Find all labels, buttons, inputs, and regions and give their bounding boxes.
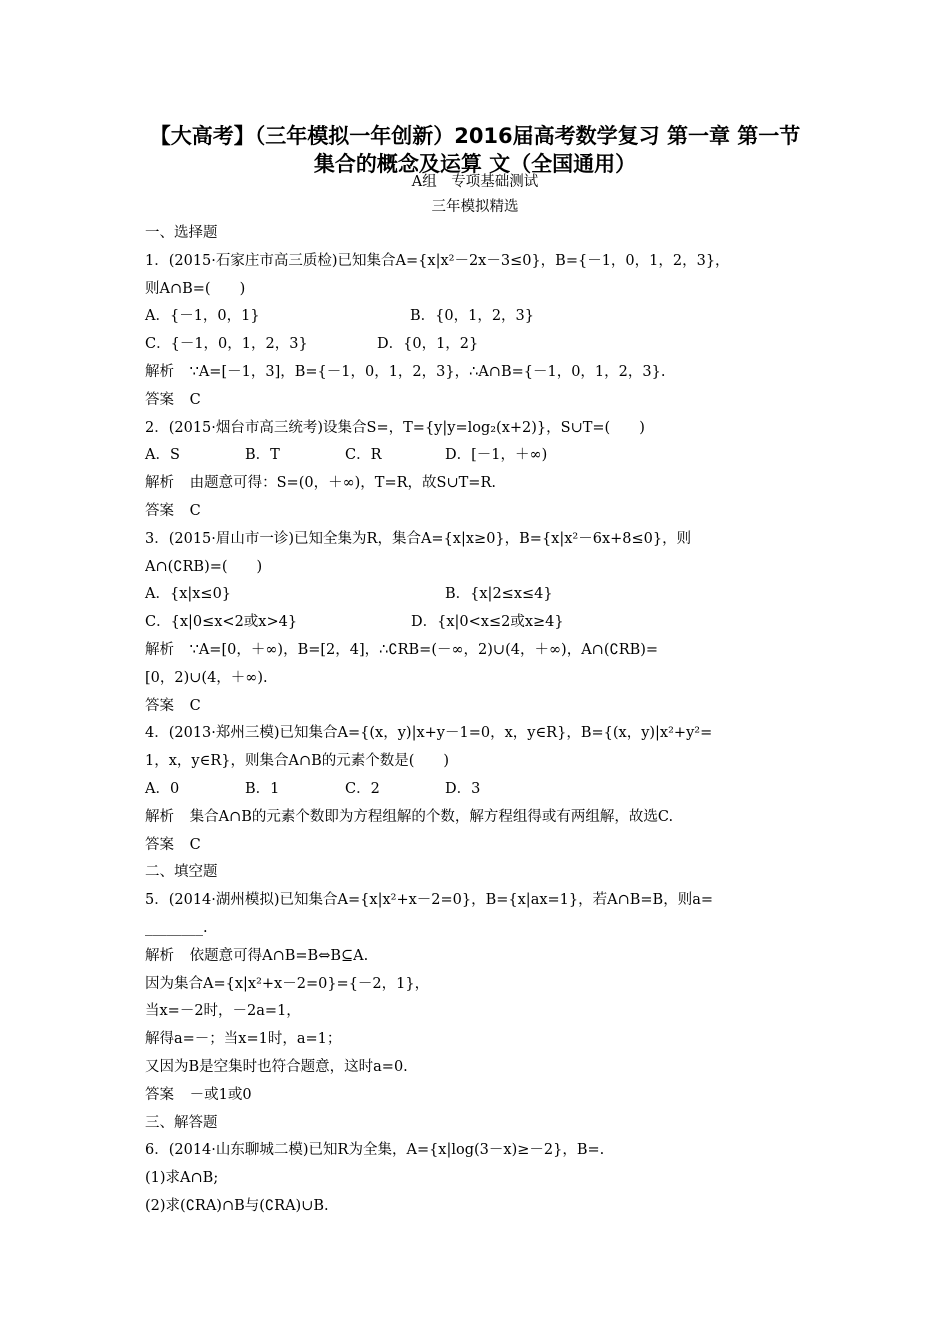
option-c: C．R (345, 447, 382, 464)
option-c: C．2 (345, 780, 380, 797)
question-3-options-row1 (145, 581, 810, 609)
question-1-stem-cont: 则A∩B=( ) (145, 280, 246, 297)
analysis-text: 集合A∩B的元素个数即为方程组解的个数，解方程组得或有两组解，故选C. (189, 808, 674, 825)
answer-label: 答案 (145, 697, 174, 714)
section-heading: 二、填空题 (145, 864, 218, 881)
option-d: D．3 (445, 780, 481, 797)
option-c: C．{x|0≤x<2或x>4} (145, 614, 298, 631)
option-d: D．[－1，＋∞) (445, 447, 548, 464)
question-3-stem-cont: A∩(∁RB)=( ) (145, 558, 263, 575)
question-1-options-row2 (145, 331, 810, 359)
section-heading: 一、选择题 (145, 225, 218, 241)
question-1-analysis (145, 359, 810, 387)
question-6-part-2: (2)求(∁RA)∩B与(∁RA)∪B. (145, 1197, 329, 1214)
question-4-stem: 4．(2013·郑州三模)已知集合A={(x，y)|x+y－1=0，x，y∈R}，B={(x，y)|x²+y²= (145, 725, 713, 742)
answer-label: 答案 (145, 502, 174, 519)
analysis-text: 由题意可得：S=(0，＋∞)，T=R，故S∪T=R. (189, 475, 496, 492)
subsection-label: 三年模拟精选 (431, 199, 519, 215)
analysis-label: 解析 (145, 363, 174, 380)
answer-text: C (189, 697, 201, 714)
question-4-options (145, 776, 810, 804)
answer-text: C (189, 836, 201, 853)
answer-text: －或1或0 (189, 1086, 252, 1103)
analysis-text: ∵A=[－1，3]，B={－1，0，1，2，3}，∴A∩B={－1，0，1，2，3}. (189, 363, 666, 380)
question-4-stem-cont: 1，x，y∈R}，则集合A∩B的元素个数是( ) (145, 753, 450, 770)
answer-text: C (189, 502, 201, 519)
answer-text: C (189, 391, 201, 408)
question-3-analysis (145, 637, 810, 665)
question-5-analysis-line: 因为集合A={x|x²+x－2=0}={－2，1}， (145, 975, 430, 992)
question-5-stem: 5．(2014·湖州模拟)已知集合A={x|x²+x－2=0}，B={x|ax=1}，若A∩B=B，则a= (145, 892, 713, 909)
question-4-analysis (145, 804, 810, 832)
answer-label: 答案 (145, 1086, 174, 1103)
option-b: B．{x|2≤x≤4} (445, 586, 553, 603)
question-1-options-row1 (145, 303, 810, 331)
option-a: A．{－1，0，1} (145, 308, 260, 325)
question-2-analysis (145, 470, 810, 498)
document-title: 【大高考】（三年模拟一年创新）2016届高考数学复习 第一章 第一节 集合的概念及运算 文（全国通用） (149, 124, 801, 176)
question-3-stem: 3．(2015·眉山市一诊)已知全集为R，集合A={x|x≥0}，B={x|x²－6x+8≤0}，则 (145, 530, 692, 547)
question-5-analysis-line: 当x=－2时，－2a=1， (145, 1003, 301, 1020)
question-2-stem: 2．(2015·烟台市高三统考)设集合S=，T={y|y=log₂(x+2)}，S∪T=( ) (145, 419, 645, 436)
group-label: A组 专项基础测试 (411, 174, 539, 190)
option-b: B．1 (245, 780, 280, 797)
option-d: D．{0，1，2} (377, 336, 479, 353)
section-heading: 三、解答题 (145, 1114, 218, 1131)
question-5-blank: ________. (145, 919, 208, 936)
question-6-part-1: (1)求A∩B; (145, 1170, 219, 1187)
question-5-analysis-line: 解得a=－；当x=1时，a=1； (145, 1031, 342, 1048)
analysis-text: ∵A=[0，＋∞)，B=[2，4]，∴∁RB=(－∞，2)∪(4，＋∞)，A∩(∁RB)= (189, 641, 659, 658)
question-3-analysis-cont: [0，2)∪(4，＋∞). (145, 669, 268, 686)
analysis-label: 解析 (145, 947, 174, 964)
analysis-label: 解析 (145, 641, 174, 658)
option-c: C．{－1，0，1，2，3} (145, 336, 308, 353)
question-4-answer (145, 832, 810, 860)
question-5-analysis (145, 943, 810, 971)
analysis-text: 依题意可得A∩B=B⇔B⊆A. (189, 947, 369, 964)
answer-label: 答案 (145, 836, 174, 853)
answer-label: 答案 (145, 391, 174, 408)
option-a: A．S (145, 447, 180, 464)
question-2-answer (145, 498, 810, 526)
question-2-options (145, 442, 810, 470)
option-d: D．{x|0<x≤2或x≥4} (411, 614, 564, 631)
question-1-answer (145, 387, 810, 415)
question-1-stem: 1．(2015·石家庄市高三质检)已知集合A={x|x²－2x－3≤0}，B={－1，0，1，2，3}， (145, 252, 730, 269)
option-b: B．{0，1，2，3} (410, 308, 535, 325)
option-a: A．0 (145, 780, 180, 797)
question-6-stem: 6．(2014·山东聊城二模)已知R为全集，A={x|log(3－x)≥－2}，B=. (145, 1142, 605, 1159)
option-a: A．{x|x≤0} (145, 586, 232, 603)
document-body (145, 220, 810, 1221)
question-3-answer (145, 693, 810, 721)
question-3-options-row2 (145, 609, 810, 637)
option-b: B．T (245, 447, 280, 464)
analysis-label: 解析 (145, 475, 174, 492)
question-5-analysis-line: 又因为B是空集时也符合题意，这时a=0. (145, 1058, 408, 1075)
analysis-label: 解析 (145, 808, 174, 825)
question-5-answer (145, 1082, 810, 1110)
